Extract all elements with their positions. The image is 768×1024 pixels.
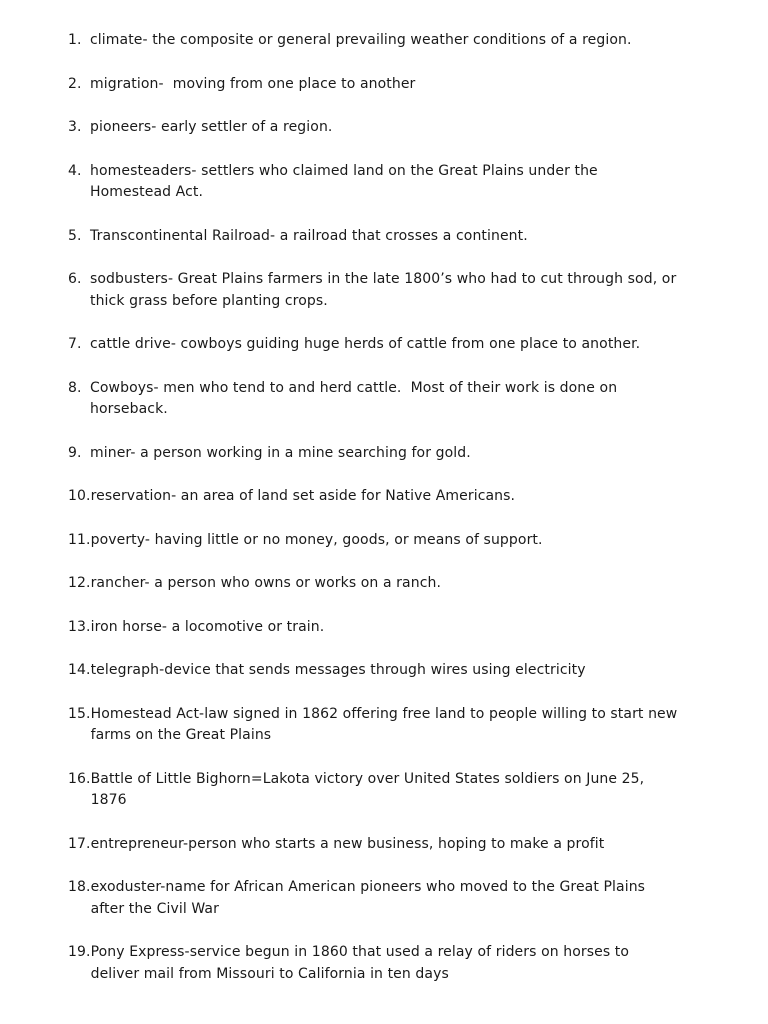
item-definition: homesteaders- settlers who claimed land on the Great Plains under the Homestead Act. [90,162,603,200]
item-definition: cattle drive- cowboys guiding huge herds of cattle from one place to another. [90,336,641,352]
item-definition: pioneers- early settler of a region. [90,119,333,135]
item-number: 11. [68,531,91,548]
item-number: 19. [68,944,91,960]
item-definition: poverty- having little or no money, goods, or means of support. [90,531,543,548]
vocabulary-item-16 [68,769,678,812]
vocabulary-item-7 [68,334,678,356]
vocabulary-item-10 [68,486,678,508]
item-definition: Battle of Little Bighorn=Lakota victory over United States soldiers on June 25, 1876 [90,770,649,808]
item-number: 5. [68,227,82,244]
item-number: 12. [68,575,91,591]
item-definition: reservation- an area of land set aside for Native Americans. [90,488,516,504]
item-definition: iron horse- a locomotive or train. [90,618,325,635]
vocabulary-item-13 [68,617,678,639]
item-number: 15. [68,705,91,722]
item-definition: Homestead Act-law signed in 1862 offering free land to people willing to start new farms on the Great Plains [90,705,682,743]
vocabulary-item-2 [68,74,678,96]
item-number: 16. [68,770,91,787]
item-definition: exoduster-name for African American pioneers who moved to the Great Plains after the Civil War [90,879,650,917]
item-number: 4. [68,162,82,179]
vocabulary-item-18 [68,877,678,920]
vocabulary-item-1 [68,30,678,52]
item-definition: telegraph-device that sends messages through wires using electricity [90,662,586,678]
item-number: 9. [68,444,82,461]
item-definition: Cowboys- men who tend to and herd cattle. Most of their work is done on horseback. [90,379,622,417]
item-definition: climate- the composite or general prevailing weather conditions of a region. [90,32,632,48]
item-number: 8. [68,379,82,396]
vocabulary-item-9 [68,443,678,465]
item-definition: migration- moving from one place to another [90,75,416,92]
item-number: 3. [68,119,82,135]
vocabulary-item-19 [68,942,678,985]
item-definition: rancher- a person who owns or works on a ranch. [90,575,442,591]
vocabulary-item-15 [68,704,682,747]
item-number: 10. [68,488,91,504]
vocabulary-item-11 [68,530,678,552]
item-number: 18. [68,879,91,895]
vocabulary-item-6 [68,269,681,312]
item-number: 17. [68,835,91,852]
item-number: 7. [68,336,82,352]
item-number: 13. [68,618,91,635]
vocabulary-item-8 [68,378,678,421]
item-definition: Transcontinental Railroad- a railroad that crosses a continent. [90,227,528,244]
item-definition: Pony Express-service begun in 1860 that used a relay of riders on horses to deliver mail from Missouri to California in ten days [90,944,634,982]
vocabulary-item-12 [68,573,678,595]
item-definition: sodbusters- Great Plains farmers in the late 1800’s who had to cut through sod, or thick grass before planting crops. [90,271,681,309]
vocabulary-list [68,30,682,985]
vocabulary-item-4 [68,161,678,204]
item-number: 1. [68,32,82,48]
vocabulary-item-3 [68,117,678,139]
vocabulary-item-5 [68,226,678,248]
vocabulary-item-17 [68,834,678,856]
vocabulary-item-14 [68,660,678,682]
item-definition: miner- a person working in a mine searching for gold. [90,444,471,461]
item-number: 14. [68,662,91,678]
item-definition: entrepreneur-person who starts a new business, hoping to make a profit [90,835,605,852]
item-number: 2. [68,75,82,92]
item-number: 6. [68,271,82,287]
